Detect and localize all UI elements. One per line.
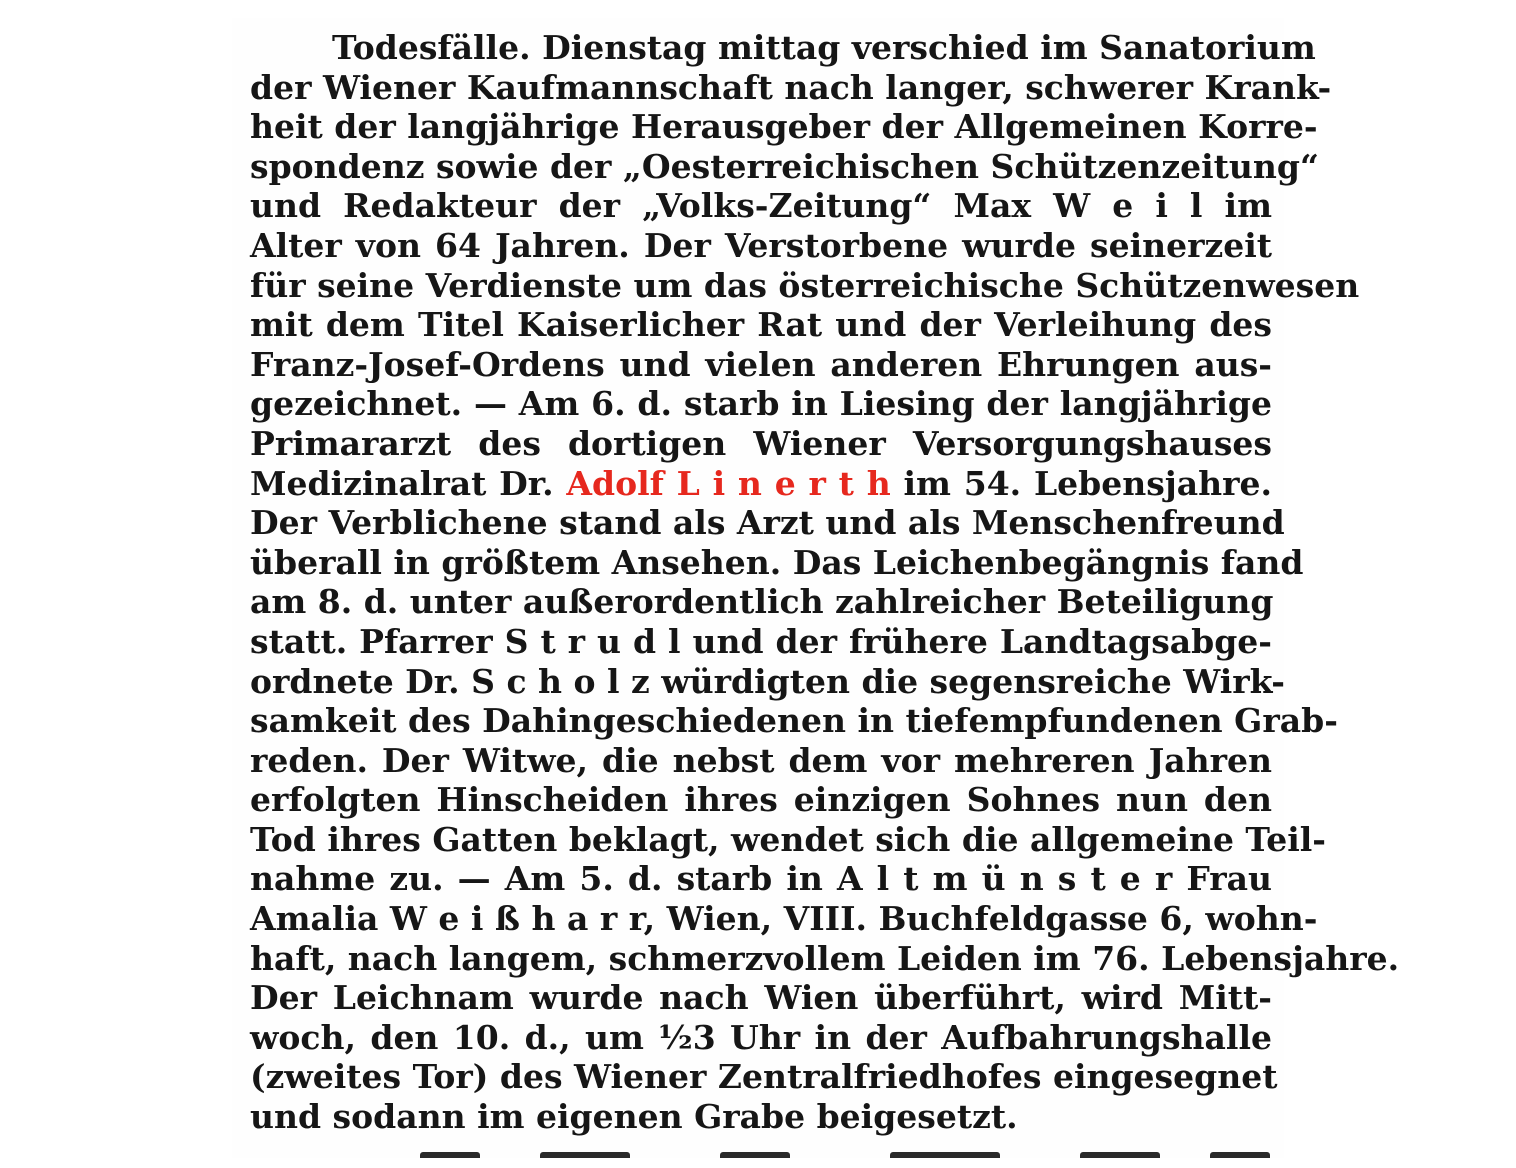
text-line: Der Verblichene stand als Arzt und als Menschenfreund — [250, 503, 1285, 543]
text-line: der Wiener Kaufmannschaft nach langer, schwerer Krank- — [250, 67, 1332, 107]
text-line: (zweites Tor) des Wiener Zentralfriedhofes eingesegnet — [250, 1057, 1278, 1097]
article-heading: Todesfälle. — [332, 28, 531, 67]
highlighted-name: Adolf L i n e r t h — [566, 463, 891, 503]
text-line: am 8. d. unter außerordentlich zahlreicher Beteiligung — [250, 582, 1274, 622]
text-line: spondenz sowie der „Oesterreichischen Schützenzeitung“ — [250, 146, 1319, 186]
text-line: heit der langjährige Herausgeber der Allgemeinen Korre- — [250, 107, 1318, 147]
obituary-column — [250, 28, 1400, 1137]
text-line: für seine Verdienste um das österreichische Schützenwesen — [250, 265, 1360, 305]
text-line: erfolgten Hinscheiden ihres einzigen Sohnes nun den — [250, 780, 1272, 820]
text-line-final: und sodann im eigenen Grabe beigesetzt. — [250, 1097, 1018, 1137]
text-line: nahme zu. — Am 5. d. starb in A l t m ü n s t e r Frau — [250, 859, 1272, 899]
text-line: Tod ihres Gatten beklagt, wendet sich die allgemeine Teil- — [250, 819, 1326, 859]
text-line: mit dem Titel Kaiserlicher Rat und der Verleihung des — [250, 305, 1272, 345]
cropped-glyph-stroke — [1080, 1152, 1160, 1158]
line-text: Medizinalrat Dr. — [250, 463, 554, 503]
text-line: Der Leichnam wurde nach Wien überführt, wird Mitt- — [250, 978, 1272, 1018]
cropped-glyph-stroke — [720, 1152, 790, 1158]
line-text: im 54. Lebensjahre. — [903, 463, 1272, 503]
cropped-glyph-stroke — [420, 1152, 480, 1158]
text-line: haft, nach langem, schmerzvollem Leiden im 76. Lebensjahre. — [250, 938, 1400, 978]
text-line: statt. Pfarrer S t r u d l und der frühere Landtagsabge- — [250, 621, 1272, 661]
line-text: Dienstag mittag verschied im Sanatorium — [542, 28, 1316, 67]
text-line: Alter von 64 Jahren. Der Verstorbene wurde seinerzeit — [250, 225, 1272, 265]
text-line: Amalia W e i ß h a r r, Wien, VIII. Buchfeldgasse 6, wohn- — [250, 899, 1318, 939]
text-line: ordnete Dr. S c h o l z würdigten die segensreiche Wirk- — [250, 661, 1285, 701]
cropped-glyph-stroke — [540, 1152, 630, 1158]
text-line: und Redakteur der „Volks-Zeitung“ Max W e i l im — [250, 186, 1272, 226]
text-line: reden. Der Witwe, die nebst dem vor mehreren Jahren — [250, 740, 1272, 780]
text-line: gezeichnet. — Am 6. d. starb in Liesing der langjährige — [250, 384, 1272, 424]
text-line: Primararzt des dortigen Wiener Versorgungshauses — [250, 423, 1272, 463]
text-line — [250, 28, 1316, 68]
text-line-with-highlight — [250, 464, 1272, 504]
cropped-glyph-stroke — [1210, 1152, 1270, 1158]
text-line: samkeit des Dahingeschiedenen in tiefempfundenen Grab- — [250, 701, 1338, 741]
cropped-next-line-edge — [420, 1150, 1280, 1158]
cropped-glyph-stroke — [890, 1152, 1000, 1158]
text-line: überall in größtem Ansehen. Das Leichenbegängnis fand — [250, 542, 1304, 582]
text-line: woch, den 10. d., um ½3 Uhr in der Aufbahrungshalle — [250, 1017, 1272, 1057]
text-line: Franz-Josef-Ordens und vielen anderen Ehrungen aus- — [250, 344, 1272, 384]
newspaper-clipping — [232, 18, 1400, 1158]
